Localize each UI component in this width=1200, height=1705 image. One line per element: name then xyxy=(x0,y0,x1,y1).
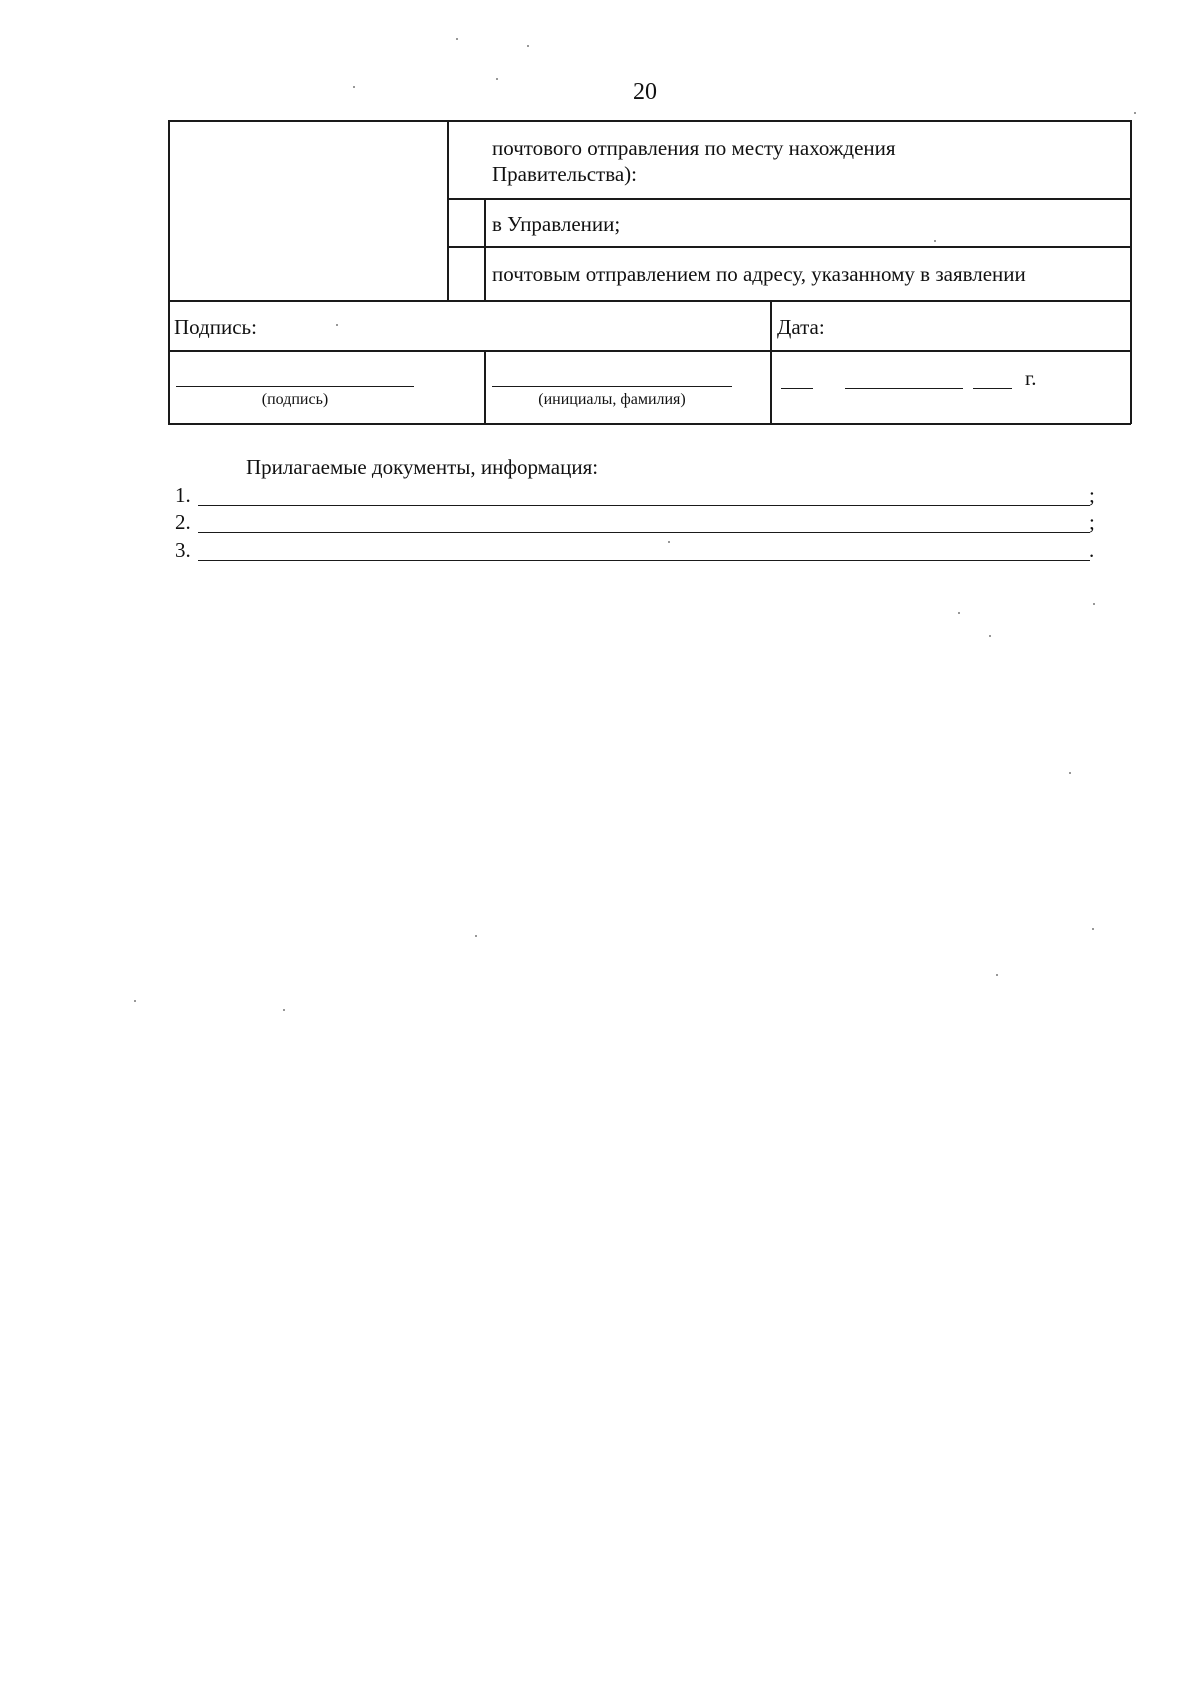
table-border-left xyxy=(168,300,170,424)
table-border-left xyxy=(168,120,170,301)
scan-speck xyxy=(496,78,498,80)
scan-speck xyxy=(283,1009,285,1011)
attachment-field[interactable] xyxy=(198,532,1090,533)
scan-speck xyxy=(1092,928,1094,930)
option-office-label: в Управлении; xyxy=(492,212,621,236)
scan-speck xyxy=(1093,603,1095,605)
delivery-continued-text: Правительства): xyxy=(492,162,637,186)
name-column-divider xyxy=(484,350,486,424)
year-suffix: г. xyxy=(1025,366,1037,390)
table-border-bottom xyxy=(168,423,1131,425)
scan-speck xyxy=(456,38,458,40)
attachment-number: 2. xyxy=(175,510,191,534)
scan-speck xyxy=(134,1000,136,1002)
date-label: Дата: xyxy=(777,315,825,339)
attachment-end-mark: . xyxy=(1089,538,1095,562)
scan-speck xyxy=(989,635,991,637)
table-row-divider xyxy=(448,198,1131,200)
table-row-divider xyxy=(168,350,1131,352)
option-checkbox-office[interactable] xyxy=(449,200,483,245)
attachment-field[interactable] xyxy=(198,560,1090,561)
delivery-continued-text: почтового отправления по месту нахождения xyxy=(492,136,896,160)
signature-label: Подпись: xyxy=(174,315,257,339)
option-checkbox-post[interactable] xyxy=(449,248,483,299)
table-border-top xyxy=(168,120,1131,122)
scan-speck xyxy=(353,86,355,88)
scan-speck xyxy=(958,612,960,614)
scan-speck xyxy=(934,240,936,242)
option-post-label: почтовым отправлением по адресу, указанному в заявлении xyxy=(492,262,1026,286)
table-border-right xyxy=(1130,300,1132,424)
name-caption: (инициалы, фамилия) xyxy=(538,391,686,408)
date-year-field[interactable] xyxy=(973,388,1012,389)
scan-speck xyxy=(996,974,998,976)
table-border-right xyxy=(1130,120,1132,301)
attachment-end-mark: ; xyxy=(1089,483,1095,507)
date-month-field[interactable] xyxy=(845,388,963,389)
table-row-divider xyxy=(448,246,1131,248)
attachments-heading: Прилагаемые документы, информация: xyxy=(246,455,599,479)
table-border-bottom xyxy=(168,300,1131,302)
scan-speck xyxy=(527,45,529,47)
attachment-end-mark: ; xyxy=(1089,510,1095,534)
checkbox-column-divider xyxy=(484,198,486,301)
scan-speck xyxy=(336,324,338,326)
scan-speck xyxy=(1069,772,1071,774)
page-number: 20 xyxy=(633,79,657,105)
signature-caption: (подпись) xyxy=(261,391,329,408)
scan-speck xyxy=(1134,112,1136,114)
attachment-field[interactable] xyxy=(198,505,1090,506)
attachment-number: 1. xyxy=(175,483,191,507)
attachment-number: 3. xyxy=(175,538,191,562)
signature-field[interactable] xyxy=(176,386,414,387)
date-day-field[interactable] xyxy=(781,388,813,389)
scan-speck xyxy=(668,541,670,543)
date-column-divider xyxy=(770,300,772,424)
scan-speck xyxy=(475,935,477,937)
name-field[interactable] xyxy=(492,386,732,387)
